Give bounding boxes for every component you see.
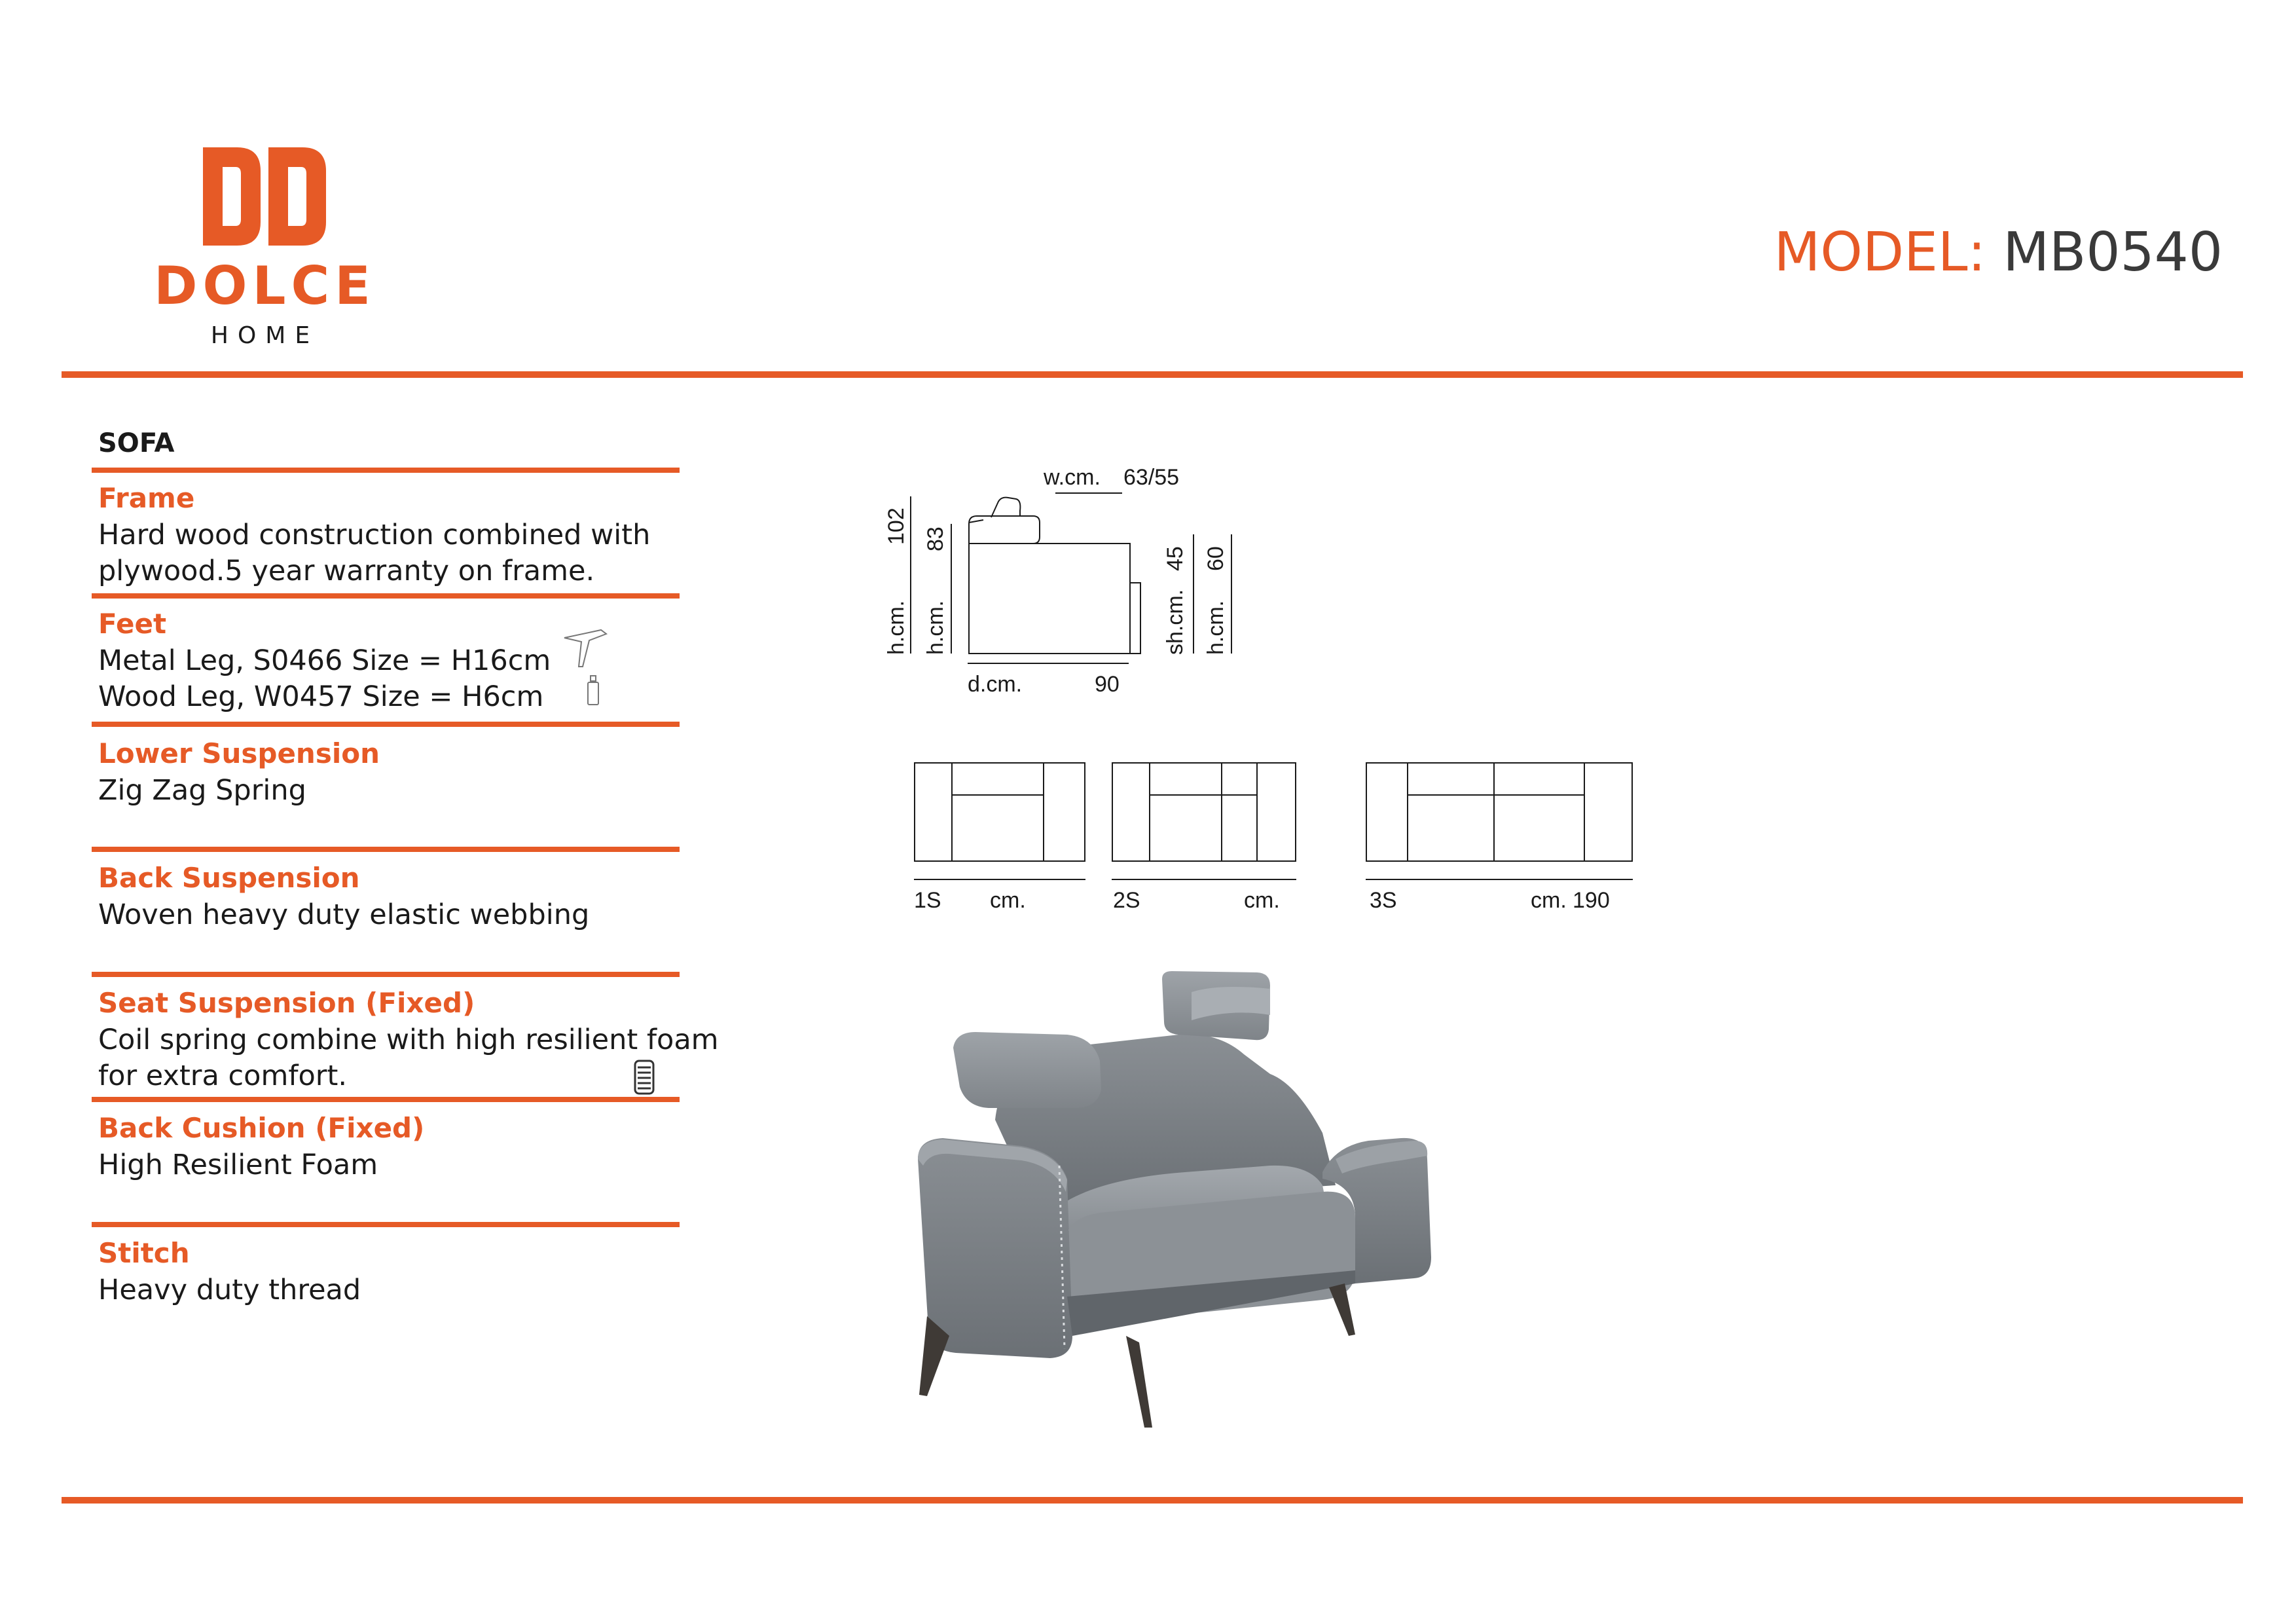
plan-3s-code: 3S [1370, 888, 1397, 913]
spec-divider [92, 722, 680, 727]
sofa-product-image [903, 969, 1571, 1443]
plan-view-2s [1112, 762, 1298, 866]
arm-width-label: w.cm. [1044, 465, 1101, 490]
depth-label: d.cm. [968, 672, 1023, 697]
spec-divider [92, 1097, 680, 1102]
spec-divider [92, 468, 680, 473]
spec-divider [92, 847, 680, 852]
spec-text-back-suspension: Woven heavy duty elastic webbing [98, 898, 590, 931]
spec-text-frame-2: plywood.5 year warranty on frame. [98, 555, 595, 587]
spec-text-seat-suspension-1: Coil spring combine with high resilient foam [98, 1024, 719, 1056]
coil-spring-icon [632, 1060, 656, 1098]
depth-value: 90 [1095, 672, 1120, 697]
seat-height-line [1193, 534, 1194, 654]
seat-height-value: 45 [1163, 546, 1188, 571]
height-back-line [951, 524, 952, 654]
brand-sub: HOME [210, 322, 319, 349]
metal-leg-icon [563, 629, 609, 671]
spec-heading-back-suspension: Back Suspension [98, 862, 360, 894]
plan-2s-code: 2S [1113, 888, 1140, 913]
height-total-line [910, 496, 911, 654]
spec-text-seat-suspension-2: for extra comfort. [98, 1060, 347, 1092]
seat-height-label: sh.cm. [1163, 589, 1188, 655]
plan-1s-dim-line [914, 879, 1085, 880]
spec-text-stitch: Heavy duty thread [98, 1274, 361, 1306]
spec-text-feet-1: Metal Leg, S0466 Size = H16cm [98, 644, 551, 677]
plan-3s-unit: cm. [1531, 888, 1567, 913]
footer-divider [62, 1497, 2243, 1504]
depth-dim-line [968, 663, 1129, 664]
plan-view-3s [1366, 762, 1634, 866]
spec-heading-feet: Feet [98, 608, 167, 640]
spec-text-frame-1: Hard wood construction combined with [98, 519, 651, 551]
spec-heading-back-cushion: Back Cushion (Fixed) [98, 1112, 425, 1144]
spec-text-feet-2: Wood Leg, W0457 Size = H6cm [98, 680, 544, 713]
plan-1s-unit: cm. [990, 888, 1026, 913]
arm-width-value: 63/55 [1123, 465, 1180, 490]
arm-height-value: 60 [1203, 546, 1228, 571]
spec-divider [92, 593, 680, 599]
plan-1s-code: 1S [914, 888, 941, 913]
wood-leg-icon [587, 674, 602, 710]
plan-view-1s [914, 762, 1087, 866]
arm-height-line [1231, 534, 1232, 654]
height-total-label: h.cm. [884, 600, 909, 655]
model-value: MB0540 [2003, 221, 2223, 284]
product-type: SOFA [98, 428, 175, 458]
spec-heading-seat-suspension: Seat Suspension (Fixed) [98, 987, 475, 1019]
model-heading [1774, 221, 2223, 284]
spec-divider [92, 972, 680, 977]
height-back-label: h.cm. [923, 600, 948, 655]
brand-name: DOLCE [154, 255, 376, 316]
plan-2s-unit: cm. [1244, 888, 1280, 913]
spec-text-lower-suspension: Zig Zag Spring [98, 774, 306, 807]
width-dim-line [1055, 492, 1122, 494]
header-divider [62, 371, 2243, 378]
height-back-value: 83 [923, 526, 948, 551]
plan-3s-value: 190 [1573, 888, 1610, 913]
height-total-value: 102 [884, 507, 909, 545]
spec-heading-stitch: Stitch [98, 1237, 190, 1269]
plan-2s-dim-line [1112, 879, 1296, 880]
plan-3s-dim-line [1366, 879, 1633, 880]
spec-heading-frame: Frame [98, 482, 195, 514]
brand-logo-mark [203, 147, 327, 248]
arm-height-label: h.cm. [1203, 600, 1228, 655]
model-label: MODEL: [1774, 221, 1986, 284]
spec-heading-lower-suspension: Lower Suspension [98, 737, 380, 769]
spec-divider [92, 1222, 680, 1227]
spec-text-back-cushion: High Resilient Foam [98, 1149, 378, 1181]
